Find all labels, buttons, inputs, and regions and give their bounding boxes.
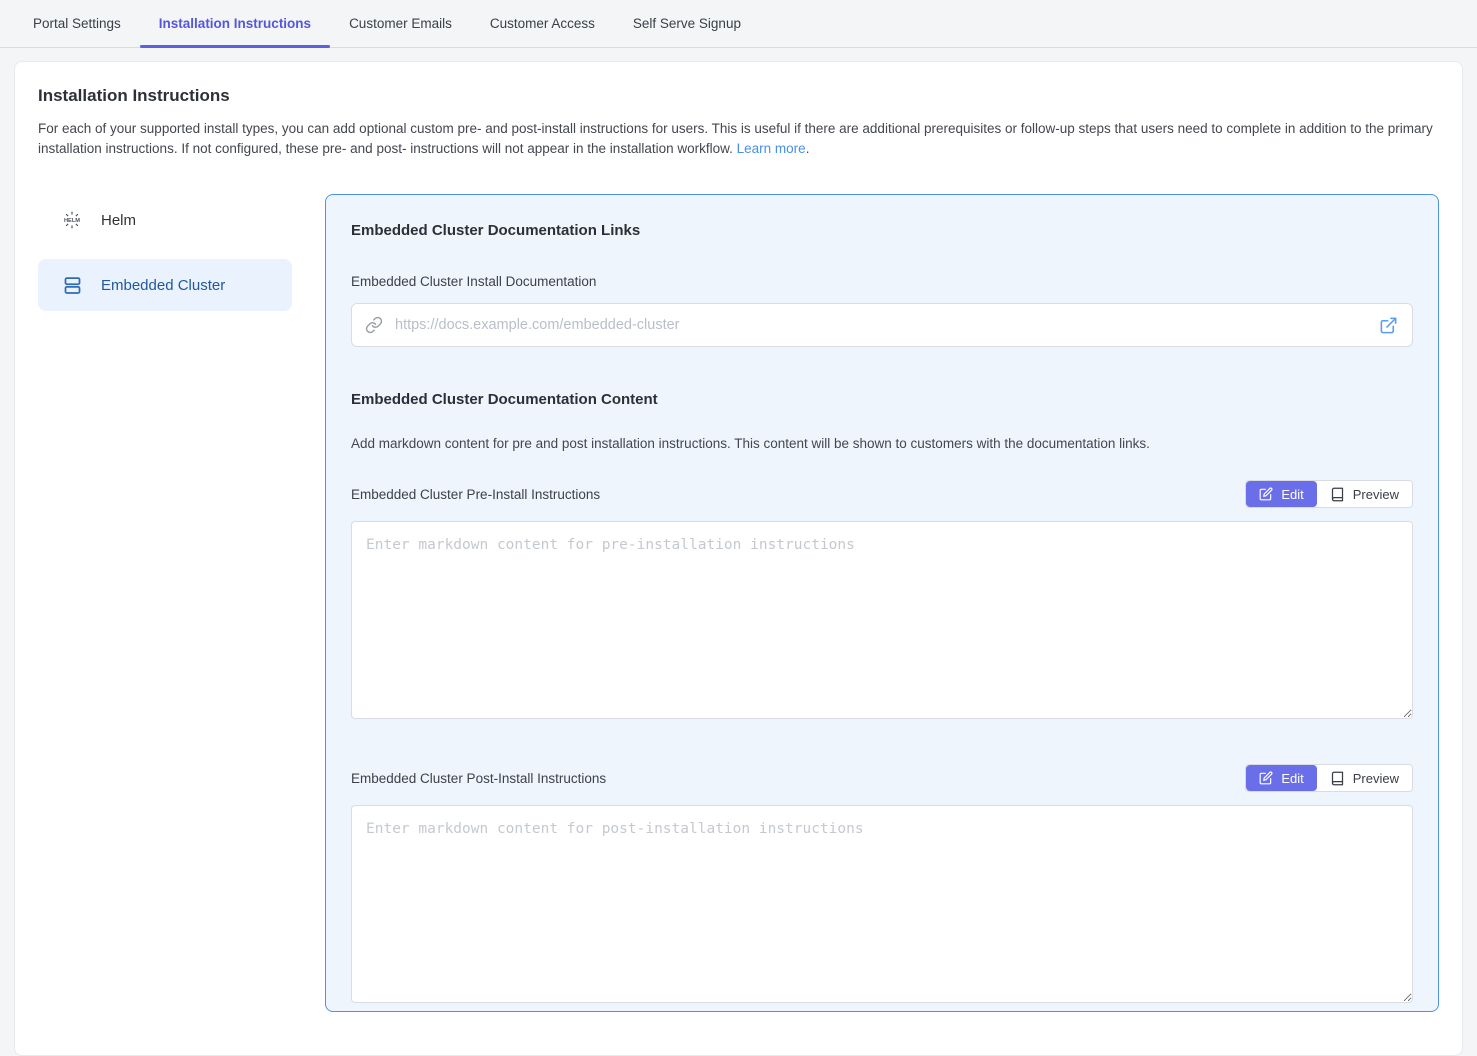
pre-install-mode-toggle [1245,480,1413,508]
page-description [38,119,1439,159]
learn-more-link[interactable]: Learn more [736,141,806,156]
documentation-content-description: Add markdown content for pre and post installation instructions. This content will be shown to customers with the documentation links. [351,436,1150,451]
post-install-header-row [351,764,1413,792]
sidebar-item-helm[interactable] [38,194,292,246]
tab-customer-emails[interactable]: Customer Emails [349,16,452,31]
tab-installation-instructions[interactable]: Installation Instructions [140,0,330,47]
install-doc-url-input[interactable] [393,316,1369,334]
book-icon [1330,771,1345,786]
sidebar-item-label: Embedded Cluster [101,276,226,294]
documentation-links-heading: Embedded Cluster Documentation Links [351,222,641,239]
install-doc-url-field [351,303,1413,347]
post-install-preview-button[interactable] [1317,765,1412,791]
content-row [38,194,1439,1012]
pre-install-markdown-textarea[interactable] [351,521,1413,719]
preview-button-label: Preview [1352,770,1399,786]
post-install-markdown-textarea[interactable] [351,805,1413,1003]
edit-pencil-icon [1259,771,1273,785]
documentation-content-heading: Embedded Cluster Documentation Content [351,391,658,408]
install-type-nav [38,194,292,1012]
embedded-cluster-panel [325,194,1439,1012]
page-title: Installation Instructions [38,86,230,105]
book-icon [1330,487,1345,502]
learn-more-suffix: . [805,141,810,156]
sidebar-item-embedded-cluster[interactable] [38,259,292,311]
main-card [14,61,1463,1056]
page-description-text: For each of your supported install types, you can add optional custom pre- and post-install instructions for users. This is useful if there are additional prerequisites or follow-up steps that users need to complete in addition to the primary installation instructions. If not configured, these pre- and post- instructions will not appear in the installation workflow. [38,121,1433,156]
tab-self-serve-signup[interactable]: Self Serve Signup [632,16,741,31]
tab-portal-settings[interactable]: Portal Settings [33,16,121,31]
edit-pencil-icon [1259,487,1273,501]
post-install-edit-button[interactable] [1246,765,1316,791]
pre-install-preview-button[interactable] [1317,481,1412,507]
install-doc-label: Embedded Cluster Install Documentation [351,274,597,289]
top-tab-bar [0,0,1477,48]
chain-link-icon [365,316,383,334]
pre-install-label: Embedded Cluster Pre-Install Instructions [351,486,601,502]
external-link-icon[interactable] [1379,316,1398,335]
sidebar-item-label: Helm [101,211,137,229]
post-install-label: Embedded Cluster Post-Install Instructions [351,770,607,786]
post-install-mode-toggle [1245,764,1413,792]
svg-text:HELM: HELM [63,218,81,225]
edit-button-label: Edit [1281,770,1304,786]
pre-install-edit-button[interactable] [1246,481,1316,507]
edit-button-label: Edit [1281,486,1304,502]
tab-customer-access[interactable]: Customer Access [489,16,595,31]
helm-logo-icon [61,209,83,231]
pre-install-header-row [351,480,1413,508]
preview-button-label: Preview [1352,486,1399,502]
server-stack-icon [61,274,83,296]
